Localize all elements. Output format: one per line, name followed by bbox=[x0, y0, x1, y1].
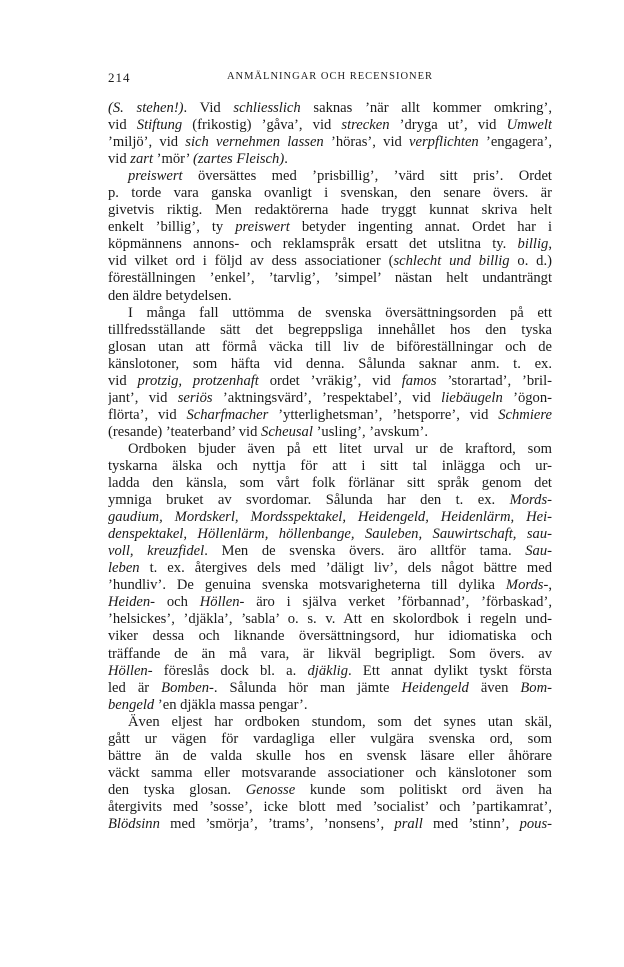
page-header bbox=[108, 70, 552, 88]
text-line bbox=[108, 782, 552, 799]
italic-term: famos bbox=[401, 372, 437, 389]
italic-term: Höllen- bbox=[199, 594, 245, 611]
text-line bbox=[108, 458, 552, 475]
text-segment: ’miljö’, vid bbox=[108, 134, 186, 151]
text-line bbox=[108, 441, 552, 458]
italic-term: Scharfmacher bbox=[186, 406, 269, 423]
text-segment: ’engagera’, bbox=[478, 134, 552, 151]
text-line bbox=[108, 680, 552, 697]
text-segment: översättes med ’prisbillig’, ’värd sitt pris’. Ordet bbox=[182, 168, 552, 185]
italic-term: schlecht und billig bbox=[393, 253, 510, 270]
italic-term: Sau- bbox=[525, 543, 552, 560]
text-segment: ’helsickes’, ’djäkla’, ’sabla’ o. s. v. Att en skolordbok i regeln und- bbox=[108, 611, 552, 628]
italic-term: (S. stehen!) bbox=[108, 100, 184, 116]
text-segment: . Sålunda hör man jämte bbox=[213, 679, 402, 696]
text-segment: (frikostig) ’gåva’, vid bbox=[182, 117, 342, 134]
text-line bbox=[108, 492, 552, 509]
italic-term: preiswert bbox=[235, 219, 290, 236]
text-line bbox=[108, 714, 552, 731]
text-line bbox=[108, 799, 552, 816]
italic-term: strecken bbox=[341, 117, 390, 134]
text-segment: tillfredsställande sätt det begreppsliga innehållet hos den tyska bbox=[108, 321, 552, 338]
text-segment: , bbox=[548, 236, 552, 253]
text-segment: ’aktningsvärd’, ’respektabel’, vid bbox=[212, 389, 442, 406]
italic-term: pous- bbox=[519, 815, 552, 832]
text-line bbox=[108, 185, 552, 202]
running-head: ANMÄLNINGAR OCH RECENSIONER bbox=[226, 71, 434, 82]
text-line bbox=[108, 424, 552, 441]
italic-term: Schmiere bbox=[498, 406, 552, 423]
text-segment: kunde som politiskt ord även ha bbox=[295, 781, 552, 798]
italic-term: liebäugeln bbox=[441, 389, 503, 406]
italic-term: prall bbox=[394, 815, 423, 832]
text-line bbox=[108, 100, 552, 117]
text-line bbox=[108, 407, 552, 424]
text-line bbox=[108, 202, 552, 219]
text-segment: o. d.) bbox=[509, 253, 552, 270]
italic-term: Mords- bbox=[505, 577, 549, 594]
text-segment: återgivits med ’sosse’, icke blott med ’socialist’ och ’partikamrat’, bbox=[108, 798, 552, 815]
text-line bbox=[108, 697, 552, 714]
text-line bbox=[108, 475, 552, 492]
text-segment: (resande) ’teaterband’ vid bbox=[108, 423, 262, 440]
text-segment: enkelt ’billig’, ty bbox=[108, 219, 236, 236]
text-line bbox=[108, 526, 552, 543]
italic-term: (zartes Fleisch) bbox=[193, 151, 285, 168]
text-segment: föreslås dock bl. a. bbox=[152, 662, 308, 679]
text-segment: väckt samma eller motsvarande associationer och känslotoner som bbox=[108, 764, 552, 781]
text-segment: föreställningen ’enkel’, ’tarvlig’, ’simpel’ nästan helt undanträngt bbox=[108, 270, 552, 287]
text-segment: p. torde vara ganska ovanligt i svenskan, den senare övers. är bbox=[108, 185, 552, 202]
italic-term: seriös bbox=[177, 389, 213, 406]
text-line bbox=[108, 748, 552, 765]
text-segment: led är bbox=[108, 679, 162, 696]
text-segment: saknas ’när allt kommer omkring’, bbox=[300, 100, 552, 116]
text-segment: ’storartad’, ’bril- bbox=[436, 372, 552, 389]
text-segment: . Ett annat dylikt tyskt första bbox=[348, 662, 552, 679]
italic-term: voll, kreuzfidel bbox=[108, 543, 205, 560]
italic-term: Scheusal bbox=[261, 423, 313, 440]
text-line bbox=[108, 134, 552, 151]
text-segment: känslotoner, som häfta vid denna. Sålunda saknar anm. t. ex. bbox=[108, 355, 552, 372]
italic-term: denspektakel, Höllenlärm, höllenbange, Sauleben, Sauwirtschaft, sau- bbox=[108, 526, 552, 543]
text-segment: . bbox=[284, 151, 288, 168]
italic-term: sich vernehmen lassen bbox=[185, 134, 324, 151]
italic-term: Stiftung bbox=[136, 117, 183, 134]
italic-term: Genosse bbox=[245, 781, 296, 798]
text-line bbox=[108, 663, 552, 680]
italic-term: Blödsinn bbox=[108, 815, 160, 832]
text-line bbox=[108, 117, 552, 134]
text-line bbox=[108, 765, 552, 782]
italic-term: Mords- bbox=[509, 492, 552, 509]
body-text bbox=[108, 100, 552, 833]
italic-term: leben bbox=[108, 560, 140, 577]
text-segment: Även eljest har ordboken stundom, som det synes utan skäl, bbox=[128, 713, 552, 730]
text-segment: även bbox=[468, 679, 521, 696]
italic-term: bengeld bbox=[108, 696, 155, 713]
text-segment: . Vid bbox=[183, 100, 234, 116]
text-segment: ’dryga ut’, vid bbox=[389, 117, 507, 134]
text-segment: ’höras’, vid bbox=[323, 134, 410, 151]
text-segment: ’en djäkla massa pengar’. bbox=[154, 696, 308, 713]
text-line bbox=[108, 339, 552, 356]
italic-term: schliesslich bbox=[233, 100, 301, 116]
text-line bbox=[108, 151, 552, 168]
text-line bbox=[108, 322, 552, 339]
text-segment: ordet ’vräkig’, vid bbox=[258, 372, 402, 389]
text-line bbox=[108, 731, 552, 748]
text-line bbox=[108, 611, 552, 628]
text-segment: den tyska glosan. bbox=[108, 781, 246, 798]
text-segment: köpmännens annons- och reklamspråk ersatt det utslitna ty. bbox=[108, 236, 518, 253]
text-line bbox=[108, 560, 552, 577]
text-segment: ’mör’ bbox=[153, 151, 193, 168]
page-number: 214 bbox=[108, 70, 131, 85]
italic-term: zart bbox=[130, 151, 154, 168]
text-segment: ’hundliv’. De genuina svenska motsvarigheterna till dylika bbox=[108, 577, 506, 594]
text-segment: jant’, vid bbox=[108, 389, 178, 406]
text-segment: t. ex. återgives dels med ’däligt liv’, dels något bättre med bbox=[139, 560, 552, 577]
text-segment: betyder ingenting annat. Ordet har i bbox=[289, 219, 552, 236]
text-segment: vid vilket ord i följd av dess associationer ( bbox=[108, 253, 394, 270]
italic-term: verpflichten bbox=[409, 134, 479, 151]
text-segment: ’usling’, ’avskum’. bbox=[312, 423, 429, 440]
text-line bbox=[108, 628, 552, 645]
italic-term: billig bbox=[517, 236, 549, 253]
text-line bbox=[108, 270, 552, 287]
text-segment: viker dessa och liknande översättningsord, hur idiomatiska och bbox=[108, 628, 552, 645]
text-line bbox=[108, 288, 552, 305]
text-line bbox=[108, 305, 552, 322]
text-segment: tyskarna älska och nyttja för att i sitt tal inlägga och ur- bbox=[108, 457, 552, 474]
italic-term: Umwelt bbox=[506, 117, 552, 134]
italic-term: djäklig bbox=[307, 662, 349, 679]
text-line bbox=[108, 577, 552, 594]
italic-term: gaudium, Mordskerl, Mordsspektakel, Heidengeld, Heidenlärm, Hei- bbox=[108, 509, 552, 526]
italic-term: Heidengeld bbox=[401, 679, 469, 696]
text-line bbox=[108, 373, 552, 390]
text-segment: ladda den känsla, som vårt folk förlänar sitt språk genom det bbox=[108, 475, 552, 492]
text-line bbox=[108, 646, 552, 663]
text-segment: och bbox=[155, 594, 200, 611]
text-segment: med ’stinn’, bbox=[422, 815, 520, 832]
text-segment: vid bbox=[108, 372, 138, 389]
text-line bbox=[108, 543, 552, 560]
text-line bbox=[108, 253, 552, 270]
text-segment: vid bbox=[108, 117, 137, 134]
italic-term: Bomben- bbox=[161, 679, 214, 696]
text-line bbox=[108, 390, 552, 407]
text-line bbox=[108, 236, 552, 253]
text-segment: äro i själva verket ’förbannad’, ’förbaskad’, bbox=[244, 594, 552, 611]
text-line bbox=[108, 168, 552, 185]
text-segment: ’ögon- bbox=[502, 389, 552, 406]
text-segment: I många fall uttömma de svenska översättningsorden på ett bbox=[128, 304, 552, 321]
text-line bbox=[108, 219, 552, 236]
text-segment: den äldre betydelsen. bbox=[108, 287, 232, 304]
italic-term: preiswert bbox=[128, 168, 183, 185]
text-line bbox=[108, 356, 552, 373]
text-segment: flörta’, vid bbox=[108, 406, 187, 423]
text-line bbox=[108, 594, 552, 611]
italic-term: protzig, protzenhaft bbox=[137, 372, 259, 389]
text-segment: , bbox=[548, 577, 552, 594]
text-segment: bättre än de valda skulle hos en svensk läsare eller åhörare bbox=[108, 747, 552, 764]
text-segment: vid bbox=[108, 151, 131, 168]
text-segment: givetvis riktig. Men redaktörerna hade tryggt kunnat skriva helt bbox=[108, 202, 552, 219]
text-segment: ’ytterlighetsman’, ’hetsporre’, vid bbox=[268, 406, 499, 423]
text-segment: gått ur vägen för vardagliga eller vulgära svenska ord, som bbox=[108, 730, 552, 747]
text-segment: . Men de svenska övers. äro alltför tama. bbox=[204, 543, 526, 560]
text-segment: Ordboken bjuder även på ett litet urval ur de kraftord, som bbox=[128, 440, 552, 457]
text-line bbox=[108, 816, 552, 833]
italic-term: Bom- bbox=[520, 679, 552, 696]
italic-term: Heiden- bbox=[108, 594, 156, 611]
text-segment: träffande de än må vara, är likväl begripligt. Som övers. av bbox=[108, 645, 552, 662]
text-segment: glosan utan att förmå väcka till liv de biföreställningar och de bbox=[108, 338, 552, 355]
text-line bbox=[108, 509, 552, 526]
text-segment: med ’smörja’, ’trams’, ’nonsens’, bbox=[159, 815, 395, 832]
italic-term: Höllen- bbox=[108, 662, 153, 679]
text-segment: ymniga bruket av svordomar. Sålunda har den t. ex. bbox=[108, 492, 510, 509]
